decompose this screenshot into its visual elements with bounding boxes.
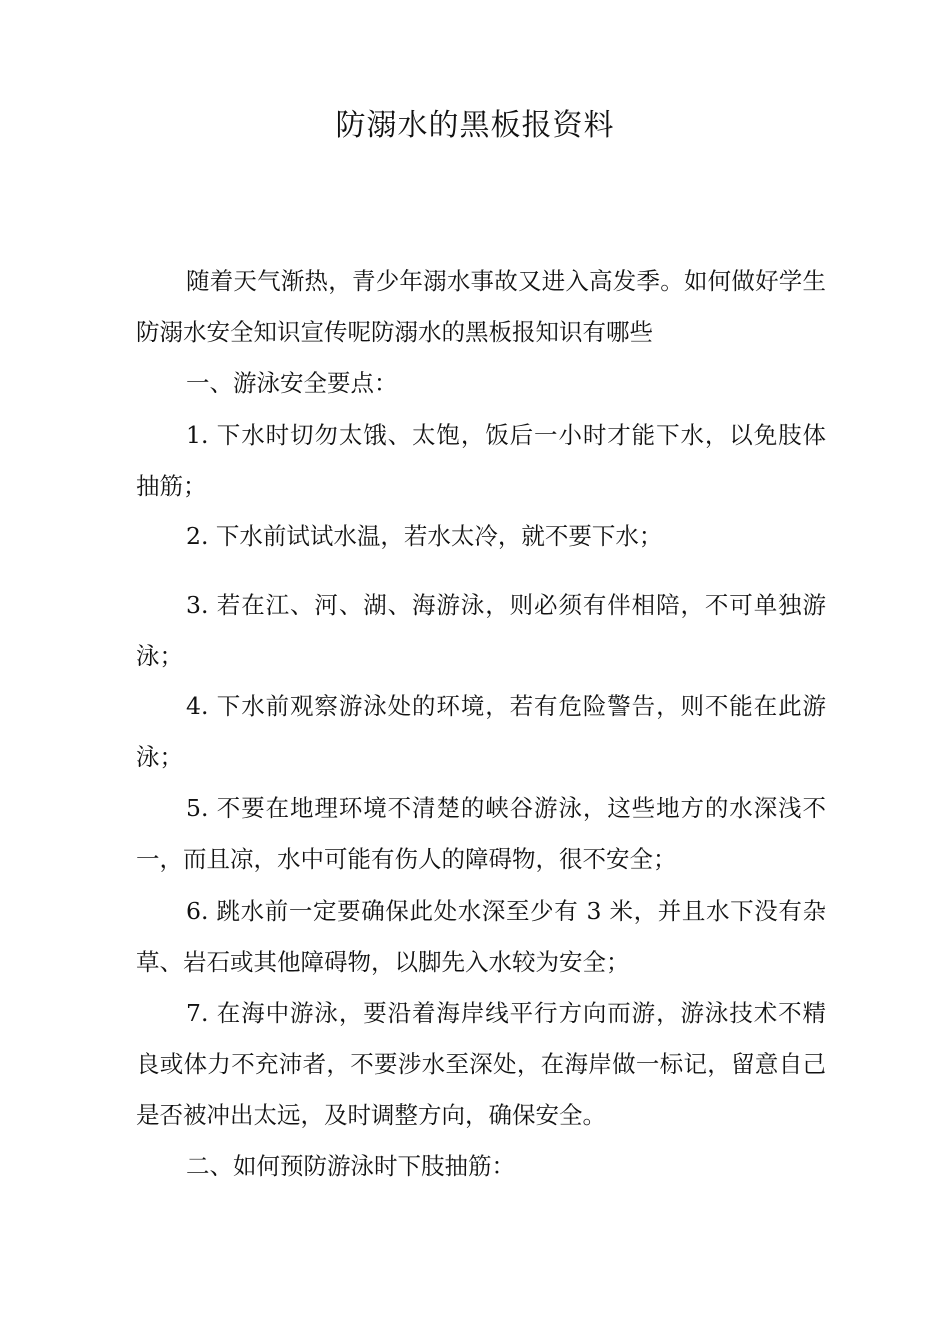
page-title: 防溺水的黑板报资料: [335, 108, 615, 143]
list-item-2: 2. 下水前试试水温，若水太冷，就不要下水；: [186, 522, 663, 550]
section-heading-cramp-prevention: 二、如何预防游泳时下肢抽筋：: [186, 1152, 515, 1180]
list-item-3: 3. 若在江、河、湖、海游泳，则必须有伴相陪，不可单独游泳；: [136, 591, 826, 670]
intro-paragraph: 随着天气渐热，青少年溺水事故又进入高发季。如何做好学生防溺水安全知识宣传呢防溺水的黑板报知识有哪些: [136, 267, 826, 346]
list-item-1: 1. 下水时切勿太饿、太饱，饭后一小时才能下水，以免肢体抽筋；: [136, 421, 826, 500]
list-item-6: 6. 跳水前一定要确保此处水深至少有 3 米，并且水下没有杂草、岩石或其他障碍物，以脚先入水较为安全；: [136, 897, 826, 976]
list-item-5: 5. 不要在地理环境不清楚的峡谷游泳，这些地方的水深浅不一，而且凉，水中可能有伤人的障碍物，很不安全；: [136, 794, 826, 873]
list-item-7: 7. 在海中游泳，要沿着海岸线平行方向而游，游泳技术不精良或体力不充沛者，不要涉水至深处，在海岸做一标记，留意自己是否被冲出太远，及时调整方向，确保安全。: [136, 999, 826, 1129]
list-item-4: 4. 下水前观察游泳处的环境，若有危险警告，则不能在此游泳；: [136, 692, 826, 771]
section-heading-swimming-safety: 一、游泳安全要点：: [186, 369, 398, 397]
